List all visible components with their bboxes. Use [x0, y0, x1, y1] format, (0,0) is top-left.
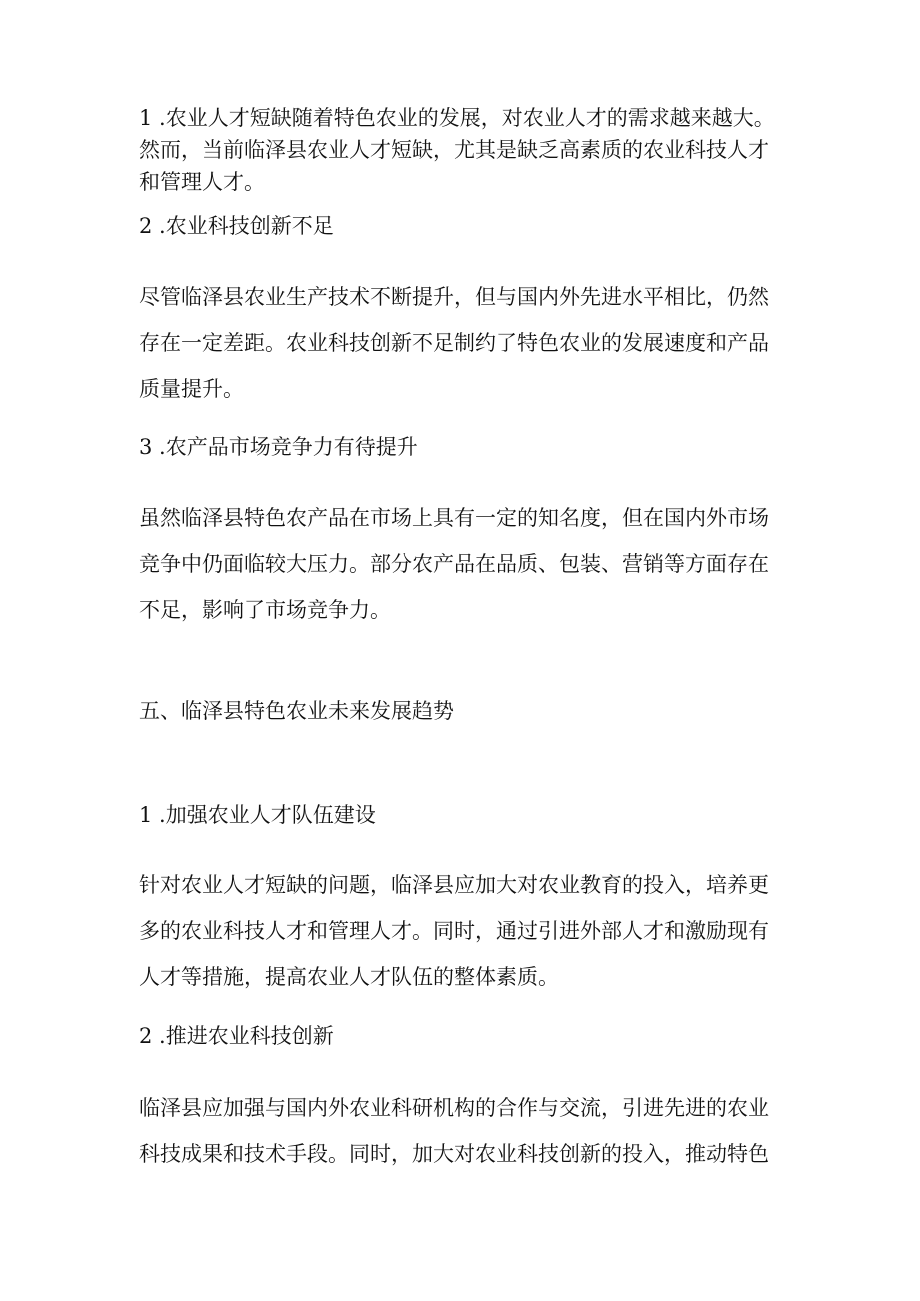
paragraph-line: 尽管临泽县农业生产技术不断提升，但与国内外先进水平相比，仍然: [139, 285, 769, 309]
heading-promote-tech-innovation: 2 .推进农业科技创新: [139, 1024, 334, 1048]
paragraph-market-competitiveness: [139, 495, 799, 633]
paragraph-promote-tech-innovation: [139, 1085, 799, 1177]
paragraph-line: 然而，当前临泽县农业人才短缺，尤其是缺乏高素质的农业科技人才: [139, 138, 769, 162]
section-title-future-trends: 五、临泽县特色农业未来发展趋势: [139, 699, 454, 723]
paragraph-line: 存在一定差距。农业科技创新不足制约了特色农业的发展速度和产品: [139, 331, 769, 355]
paragraph-strengthen-talent: [139, 862, 799, 1000]
paragraph-line: 和管理人才。: [139, 170, 265, 194]
paragraph-line: 竞争中仍面临较大压力。部分农产品在品质、包装、营销等方面存在: [139, 552, 769, 576]
paragraph-line: 多的农业科技人才和管理人才。同时，通过引进外部人才和激励现有: [139, 919, 769, 943]
paragraph-line: 针对农业人才短缺的问题，临泽县应加大对农业教育的投入，培养更: [139, 873, 769, 897]
paragraph-talent-shortage: [139, 102, 799, 198]
paragraph-line: 1 .农业人才短缺随着特色农业的发展，对农业人才的需求越来越大。: [139, 106, 775, 130]
heading-tech-innovation-insufficient: 2 .农业科技创新不足: [139, 214, 334, 238]
heading-market-competitiveness: 3 .农产品市场竞争力有待提升: [139, 435, 418, 459]
paragraph-line: 质量提升。: [139, 377, 244, 401]
heading-strengthen-talent: 1 .加强农业人才队伍建设: [139, 803, 376, 827]
paragraph-line: 虽然临泽县特色农产品在市场上具有一定的知名度，但在国内外市场: [139, 506, 769, 530]
paragraph-line: 科技成果和技术手段。同时，加大对农业科技创新的投入，推动特色: [139, 1142, 769, 1166]
paragraph-line: 人才等措施，提高农业人才队伍的整体素质。: [139, 965, 559, 989]
paragraph-line: 不足，影响了市场竞争力。: [139, 598, 391, 622]
paragraph-tech-innovation: [139, 274, 799, 412]
paragraph-line: 临泽县应加强与国内外农业科研机构的合作与交流，引进先进的农业: [139, 1096, 769, 1120]
